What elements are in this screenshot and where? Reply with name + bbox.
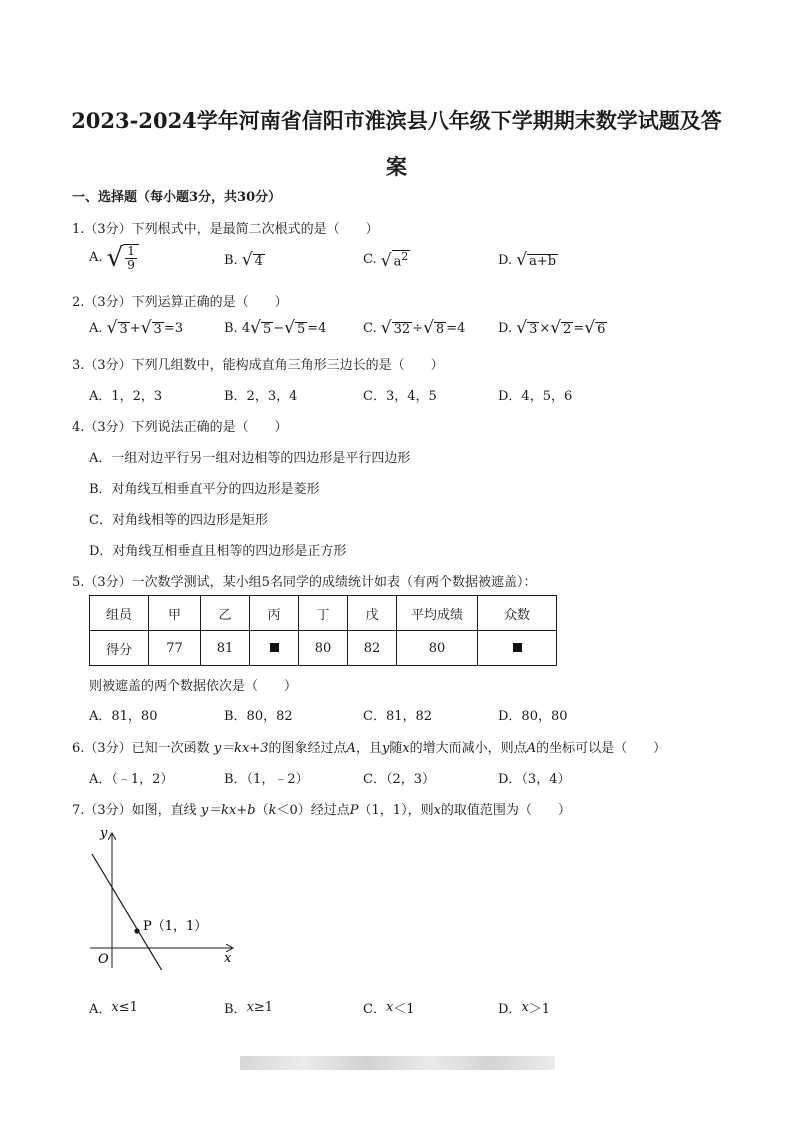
radical-sign: √ (106, 243, 124, 274)
question-6-option-b: B．（1，﹣2） (224, 772, 309, 787)
table-cell: 得分 (90, 631, 149, 666)
question-3-option-b: B．2，3，4 (224, 389, 298, 404)
title-line-2: 案 (386, 154, 407, 179)
table-header-row (90, 596, 557, 631)
question-3-option-d: D．4，5，6 (498, 389, 573, 404)
question-7-option-d (498, 998, 550, 1017)
sqrt-expression (550, 320, 573, 337)
table-cell-masked (250, 631, 299, 666)
stem-text: （1，1），则 (358, 803, 434, 818)
sqrt-expression (516, 252, 558, 269)
variable: x (385, 1000, 394, 1015)
option-label: D. (498, 321, 513, 336)
base: a (393, 254, 402, 270)
table-cell: 82 (348, 631, 397, 666)
option-label: B． (224, 1002, 247, 1017)
radicand: a+b (529, 253, 557, 269)
question-6-stem (72, 737, 666, 756)
sqrt-expression (242, 252, 265, 269)
stem-text: 6.（3分）已知一次函数 (72, 741, 214, 756)
option-label: C． (363, 1002, 386, 1017)
variable: y (381, 741, 390, 756)
question-3-stem: 3.（3分）下列几组数中，能构成直角三角形三边长的是（ ） (72, 358, 444, 373)
question-6-option-d: D．（3，4） (498, 772, 571, 787)
question-5-option-b: B．80，82 (224, 709, 293, 724)
question-4-stem: 4.（3分）下列说法正确的是（ ） (72, 420, 288, 435)
variable: x (246, 1000, 254, 1015)
table-cell: 77 (149, 631, 201, 666)
radical-sign: √ (284, 318, 295, 338)
table-header-cell: 众数 (478, 596, 557, 631)
option-label: A． (89, 1002, 112, 1017)
table-header-cell: 丙 (250, 596, 299, 631)
table-cell: 80 (299, 631, 348, 666)
question-2-option-d (498, 320, 607, 337)
result: =3 (163, 321, 183, 336)
question-5-option-d: D．80，80 (498, 709, 568, 724)
stem-text: 的坐标可以是（ ） (536, 741, 667, 756)
point-label: A (526, 741, 537, 756)
question-7-option-b (224, 998, 273, 1017)
radical-sign: √ (106, 318, 118, 338)
radical-sign: √ (550, 318, 562, 338)
point-p-label: P（1，1） (143, 919, 208, 934)
fraction (125, 245, 137, 271)
line-graph-figure (86, 820, 246, 970)
option-label: B. (224, 321, 238, 336)
operator: ÷ (412, 321, 424, 336)
option-label: A. (89, 250, 103, 266)
sqrt-expression (423, 320, 446, 337)
radical-sign: √ (380, 318, 392, 338)
question-2-option-b (224, 320, 326, 337)
point-label: P (349, 803, 359, 818)
question-2-stem: 2.（3分）下列运算正确的是（ ） (72, 295, 288, 310)
option-label: D． (498, 1002, 522, 1017)
question-4-option-a: A．一组对边平行另一组对边相等的四边形是平行四边形 (89, 451, 411, 466)
option-label: A. (89, 321, 103, 336)
question-1-option-a (89, 243, 139, 274)
sqrt-expression (516, 320, 539, 337)
operator: − (273, 321, 285, 336)
title-line-1: 2023-2024学年河南省信阳市淮滨县八年级下学期期末数学试题及答 (71, 108, 722, 133)
question-4-option-d: D．对角线互相垂直且相等的四边形是正方形 (89, 544, 347, 559)
stem-text: 随 (389, 741, 403, 756)
question-2-option-a (89, 320, 183, 337)
question-6-option-c: C．（2，3） (363, 772, 435, 787)
blurred-footer-watermark (240, 1056, 555, 1070)
stem-text: 的取值范围为（ ） (440, 803, 571, 818)
question-4-option-b: B．对角线互相垂直平分的四边形是菱形 (89, 482, 320, 497)
radicand: 5 (262, 321, 272, 337)
radicand: 5 (296, 321, 306, 337)
sqrt-expression (284, 320, 307, 337)
radicand: 6 (597, 321, 606, 337)
function-expression: y＝kx+3 (213, 741, 269, 756)
sqrt-expression (107, 320, 130, 337)
radicand: 3 (153, 321, 162, 337)
radicand: 3 (119, 321, 128, 337)
table-header-cell: 平均成绩 (397, 596, 478, 631)
stem-text: 的增大而减小，则点 (409, 741, 527, 756)
radicand: 8 (435, 321, 445, 337)
variable: x (433, 803, 441, 818)
coefficient: 4 (241, 321, 251, 336)
radical-sign: √ (516, 250, 528, 270)
radicand: 4 (254, 253, 263, 269)
relation: ＜1 (393, 1002, 415, 1017)
table-header-cell: 乙 (201, 596, 250, 631)
question-1-option-d (498, 252, 558, 269)
relation: ≤1 (118, 1000, 138, 1015)
question-2-option-c (363, 320, 465, 337)
mask-square (270, 643, 279, 652)
sqrt-expression (381, 320, 412, 337)
relation: ＞1 (528, 1002, 551, 1017)
question-7-option-a (89, 998, 138, 1017)
stem-text: ，且 (355, 741, 382, 756)
sqrt-expression (381, 250, 411, 270)
radical-sign: √ (250, 318, 261, 338)
radical-sign: √ (380, 250, 392, 271)
operator: × (539, 321, 551, 336)
sqrt-expression (141, 320, 164, 337)
section-heading: 一、选择题（每小题3分，共30分） (72, 190, 282, 205)
point-label: A (346, 741, 356, 756)
radicand: 3 (529, 321, 538, 337)
question-7-stem (72, 799, 571, 818)
table-row (90, 631, 557, 666)
question-1-option-b (224, 252, 265, 269)
question-5-option-a: A．81，80 (89, 709, 158, 724)
operator: = (573, 321, 585, 336)
radical-sign: √ (241, 250, 253, 270)
radical-sign: √ (584, 318, 596, 338)
sqrt-expression (584, 320, 607, 337)
table-header-cell: 甲 (149, 596, 201, 631)
question-5-stem: 5.（3分）一次数学测试，某小组5名同学的成绩统计如表（有两个数据被遮盖）： (72, 575, 537, 590)
question-6-option-a: A．（﹣1，2） (89, 772, 174, 787)
table-header-cell: 组员 (90, 596, 149, 631)
stem-text: 7.（3分）如图，直线 (72, 803, 201, 818)
denominator: 9 (127, 257, 135, 272)
question-3-option-a: A．1，2，3 (89, 389, 163, 404)
radical-sign: √ (423, 318, 434, 338)
relation: ≥1 (253, 1000, 274, 1015)
result: =4 (307, 321, 327, 336)
variable: x (111, 1000, 119, 1015)
radical-sign: √ (516, 318, 528, 338)
radicand (123, 244, 139, 271)
y-axis-label: y (100, 826, 108, 841)
x-axis-label: x (224, 951, 232, 966)
origin-label: O (98, 952, 109, 967)
stem-text: （ (255, 803, 269, 818)
question-4-option-c: C．对角线相等的四边形是矩形 (89, 513, 268, 528)
table-cell-masked (478, 631, 557, 666)
function-expression: y＝kx+b (200, 803, 256, 818)
score-table (89, 595, 557, 666)
question-7-option-c (363, 998, 415, 1017)
option-label: C. (363, 321, 377, 336)
radicand: 2 (563, 321, 572, 337)
numerator: 1 (127, 244, 135, 258)
variable: k (268, 803, 277, 818)
option-label: C. (363, 252, 377, 268)
table-cell: 80 (397, 631, 478, 666)
sqrt-expression (250, 320, 273, 337)
radical-sign: √ (140, 318, 152, 338)
radicand: 32 (393, 321, 411, 337)
table-header-cell: 丁 (299, 596, 348, 631)
table-header-cell: 戊 (348, 596, 397, 631)
table-cell: 81 (201, 631, 250, 666)
stem-text: ＜0）经过点 (276, 803, 350, 818)
result: =4 (446, 321, 466, 336)
mask-square (513, 643, 522, 652)
option-label: D. (498, 253, 513, 268)
stem-text: 的图象经过点 (268, 741, 347, 756)
variable: x (521, 1000, 529, 1015)
radicand (392, 250, 411, 270)
question-3-option-c: C．3，4，5 (363, 389, 437, 404)
exponent: 2 (401, 250, 409, 263)
sqrt-expression (106, 243, 139, 274)
option-label: B. (224, 253, 238, 268)
document-title (70, 98, 723, 190)
operator: + (129, 321, 141, 336)
point-p (134, 928, 139, 933)
question-1-option-c (363, 250, 410, 270)
question-1-stem: 1.（3分）下列根式中，是最简二次根式的是（ ） (72, 222, 379, 237)
question-5-followup: 则被遮盖的两个数据依次是（ ） (89, 679, 298, 694)
question-5-option-c: C．81，82 (363, 709, 433, 724)
variable: x (402, 741, 410, 756)
